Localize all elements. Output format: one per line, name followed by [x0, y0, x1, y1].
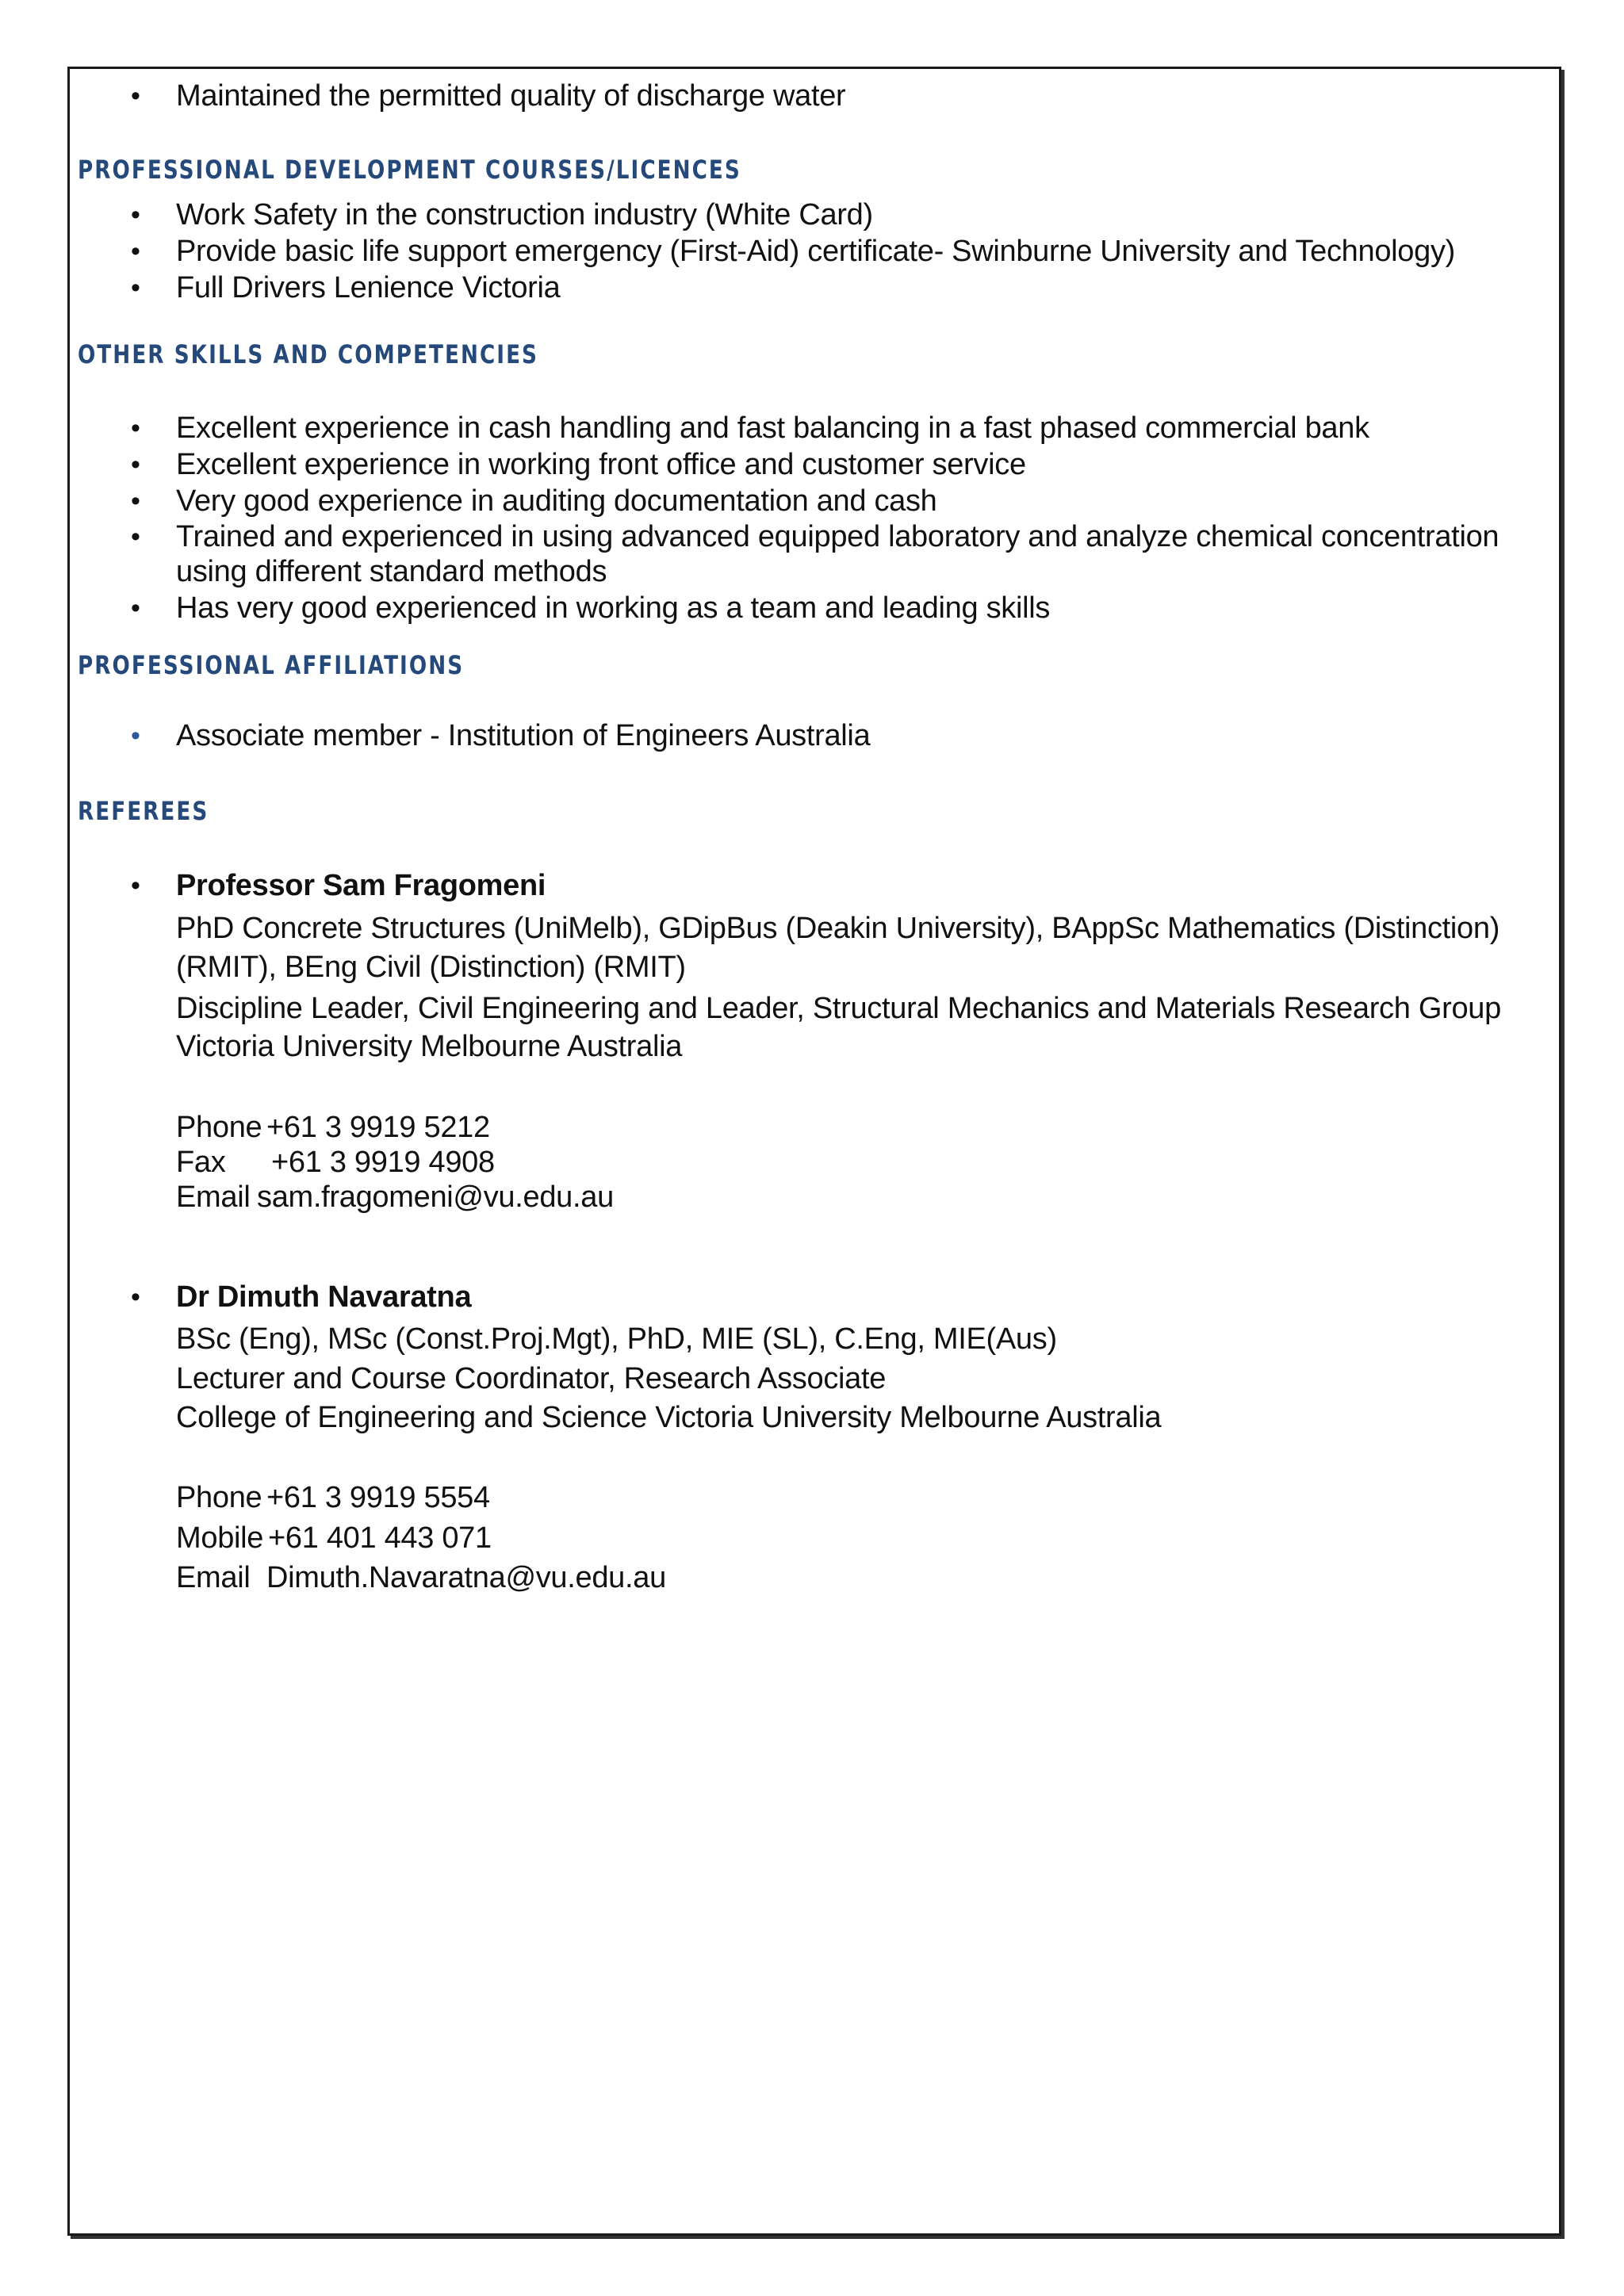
bullet-marker: • — [131, 486, 140, 516]
section-heading-referees: REFEREES — [78, 796, 209, 826]
bullet-marker: • — [131, 273, 140, 303]
referee-detail: PhD Concrete Structures (UniMelb), GDipBus (Deakin University), BAppSc Mathematics (Distinction) — [176, 912, 1500, 945]
bullet-marker: • — [131, 450, 140, 480]
list-item: Associate member - Institution of Engineers Australia — [176, 719, 871, 752]
list-item: Full Drivers Lenience Victoria — [176, 271, 561, 304]
section-heading-affiliations: PROFESSIONAL AFFILIATIONS — [78, 650, 465, 680]
bullet-marker: • — [131, 871, 140, 901]
list-item: Provide basic life support emergency (First-Aid) certificate- Swinburne University and Technology) — [176, 235, 1456, 268]
referee-detail: BSc (Eng), MSc (Const.Proj.Mgt), PhD, MIE (SL), C.Eng, MIE(Aus) — [176, 1322, 1057, 1356]
list-item: Very good experience in auditing documentation and cash — [176, 484, 937, 518]
contact-label: Phone — [176, 1481, 262, 1514]
list-item: Maintained the permitted quality of discharge water — [176, 79, 846, 113]
referee-detail: Lecturer and Course Coordinator, Research Associate — [176, 1362, 887, 1395]
bullet-marker: • — [131, 236, 140, 266]
list-item-continuation: using different standard methods — [176, 555, 607, 588]
referee-detail: Discipline Leader, Civil Engineering and Leader, Structural Mechanics and Materials Research Group — [176, 992, 1501, 1025]
contact-value: +61 3 9919 4908 — [271, 1146, 495, 1179]
bullet-marker: • — [131, 522, 140, 552]
referee-detail: College of Engineering and Science Victoria University Melbourne Australia — [176, 1401, 1162, 1434]
list-item: Excellent experience in cash handling and fast balancing in a fast phased commercial bank — [176, 411, 1369, 445]
list-item: Has very good experienced in working as a team and leading skills — [176, 591, 1051, 625]
list-item: Excellent experience in working front office and customer service — [176, 448, 1026, 481]
referee-name: Dr Dimuth Navaratna — [176, 1280, 472, 1314]
list-item: Work Safety in the construction industry (White Card) — [176, 198, 873, 232]
contact-label: Email — [176, 1181, 251, 1214]
bullet-marker: • — [131, 200, 140, 230]
referee-detail: (RMIT), BEng Civil (Distinction) (RMIT) — [176, 951, 686, 984]
bullet-marker: • — [131, 413, 140, 443]
referee-name: Professor Sam Fragomeni — [176, 869, 546, 902]
contact-value: Dimuth.Navaratna@vu.edu.au — [266, 1561, 666, 1594]
section-heading-professional-development: PROFESSIONAL DEVELOPMENT COURSES/LICENCES — [78, 155, 741, 185]
contact-label: Mobile — [176, 1521, 264, 1555]
list-item: Trained and experienced in using advanced equipped laboratory and analyze chemical concentration — [176, 520, 1500, 553]
contact-label: Email — [176, 1561, 251, 1594]
bullet-marker: • — [131, 1282, 140, 1312]
bullet-marker: • — [131, 81, 140, 111]
contact-value: +61 3 9919 5554 — [266, 1481, 490, 1514]
contact-value: +61 401 443 071 — [268, 1521, 492, 1555]
contact-label: Phone — [176, 1111, 262, 1144]
contact-value: +61 3 9919 5212 — [266, 1111, 490, 1144]
referee-detail: Victoria University Melbourne Australia — [176, 1030, 683, 1063]
contact-label: Fax — [176, 1146, 226, 1179]
bullet-marker: • — [131, 721, 140, 751]
bullet-marker: • — [131, 593, 140, 623]
contact-value: sam.fragomeni@vu.edu.au — [257, 1181, 614, 1214]
section-heading-other-skills: OTHER SKILLS AND COMPETENCIES — [78, 339, 538, 369]
